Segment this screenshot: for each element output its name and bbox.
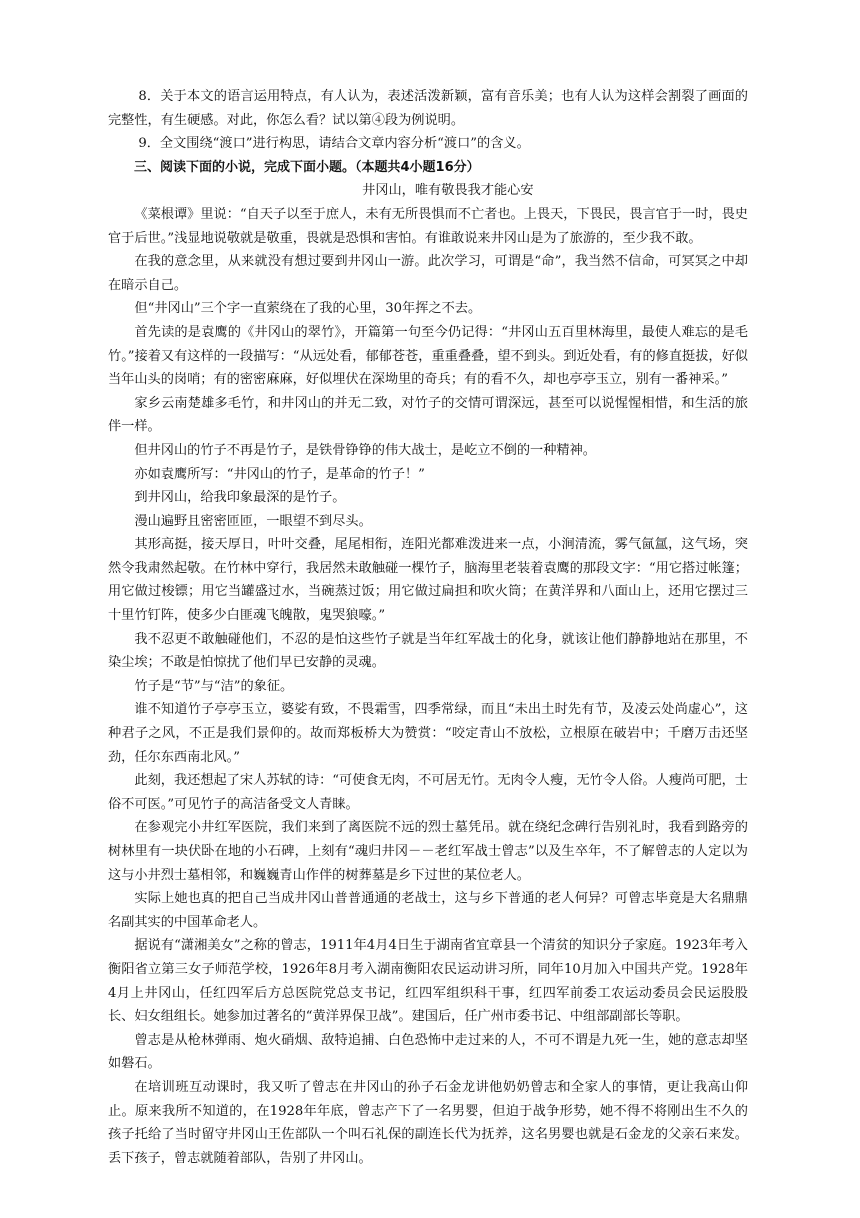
question-8: 8．关于本文的语言运用特点，有人认为，表述活泼新颖，富有音乐美；也有人认为这样会割裂了画面的完整性，有生硬感。对此，你怎么看？试以第④段为例说明。 [108,89,748,128]
article-body [108,203,748,1170]
article-paragraph: 竹子是“节”与“洁”的象征。 [134,678,294,694]
article-title: 井冈山，唯有敬畏我才能心安 [362,183,534,199]
article-paragraph: 但井冈山的竹子不再是竹子，是铁骨铮铮的伟大战士，是屹立不倒的一种精神。 [134,442,596,458]
article-paragraph: 实际上她也真的把自己当成井冈山普普通通的老战士，这与乡下普通的老人何异？可曾志毕竟是大名鼎鼎名副其实的中国革命老人。 [108,891,748,930]
article-paragraph: 我不忍更不敢触碰他们，不忍的是怕这些竹子就是当年红军战士的化身，就该让他们静静地站在那里，不染尘埃；不敢是怕惊扰了他们早已安静的灵魂。 [108,631,748,671]
article-paragraph: 曾志是从枪林弹雨、炮火硝烟、敌特追捕、白色恐怖中走过来的人，不可不谓是九死一生，她的意志却坚如磐石。 [108,1032,748,1072]
question-9: 9．全文围绕“渡口”进行构思，请结合文章内容分析“渡口”的含义。 [138,136,530,152]
article-paragraph: 漫山遍野且密密匝匝，一眼望不到尽头。 [134,513,372,529]
article-paragraph: 首先读的是袁鹰的《井冈山的翠竹》，开篇第一句至今仍记得：“井冈山五百里林海里，最使人难忘的是毛竹。”接着又有这样的一段描写：“从远处看，郁郁苍苍，重重叠叠，望不到头。到近处看，有的修直挺拔，好似当年山头的岗哨；有的密密麻麻，好似埋伏在深坳里的奇兵；有的看不久，却也亭亭玉立，别有一番神采。” [108,324,748,388]
article-paragraph: 此刻，我还想起了宋人苏轼的诗：“可使食无肉，不可居无竹。无肉令人瘦，无竹令人俗。人瘦尚可肥，士俗不可医。”可见竹子的高洁备受文人青睐。 [108,773,748,812]
article-paragraph: 家乡云南楚雄多毛竹，和井冈山的并无二致，对竹子的交情可谓深远，甚至可以说惺惺相惜，和生活的旅伴一样。 [108,395,748,435]
article-paragraph: 其形高挺，接天厚日，叶叶交叠，尾尾相衔，连阳光都难泼进来一点，小涧清流，雾气氤氲，这气场，突然令我肃然起敬。在竹林中穿行，我居然未敢触碰一棵竹子，脑海里老装着袁鹰的那段文字：“用它搭过帐篷；用它做过梭镖；用它当罐盛过水，当碗蒸过饭；用它做过扁担和吹火筒；在黄洋界和八面山上，还用它摆过三十里竹钉阵，使多少白匪魂飞魄散，鬼哭狼嚎。” [108,537,748,624]
article-paragraph: 但“井冈山”三个字一直萦绕在了我的心里，30年挥之不去。 [134,301,482,317]
article-paragraph: 据说有“潇湘美女”之称的曾志，1911年4月4日生于湖南省宜章县一个清贫的知识分子家庭。1923年考入衡阳省立第三女子师范学校，1926年8月考入湖南衡阳农民运动讲习所，同年10月加入中国共产党。1928年4月上井冈山，任红四军后方总医院党总支书记，红四军组织科干事，红四军前委工农运动委员会民运股股长、妇女组组长。她参加过著名的“黄洋界保卫战”。建国后，任广州市委书记、中组部副部长等职。 [108,938,748,1025]
article-paragraph: 亦如袁鹰所写：“井冈山的竹子，是革命的竹子！” [134,466,425,482]
article-paragraph: 在我的意念里，从来就没有想过要到井冈山一游。此次学习，可谓是“命”，我当然不信命，可冥冥之中却在暗示自己。 [108,254,748,293]
article-paragraph: 在参观完小井红军医院，我们来到了离医院不远的烈士墓凭吊。就在绕纪念碑行告别礼时，我看到路旁的树林里有一块伏卧在地的小石碑，上刻有“魂归井冈－－老红军战士曾志”以及生卒年，不了解曾志的人定以为这与小井烈士墓相邻，和巍巍青山作伴的树葬墓是乡下过世的某位老人。 [108,820,748,883]
article-paragraph: 谁不知道竹子亭亭玉立，婆娑有致，不畏霜雪，四季常绿，而且“未出土时先有节，及凌云处尚虚心”，这种君子之风，不正是我们景仰的。故而郑板桥大为赞赏：“咬定青山不放松，立根原在破岩中；千磨万击还坚劲，任尔东西南北风。” [108,702,748,765]
article-paragraph: 在培训班互动课时，我又听了曾志在井冈山的孙子石金龙讲他奶奶曾志和全家人的事情，更让我高山仰止。原来我所不知道的，在1928年年底，曾志产下了一名男婴，但迫于战争形势，她不得不将刚出生不久的孩子托给了当时留守井冈山王佐部队一个叫石礼保的副连长代为抚养，这名男婴也就是石金龙的父亲石来发。丢下孩子，曾志就随着部队，告别了井冈山。 [108,1079,748,1166]
section-heading: 三、阅读下面的小说，完成下面小题。（本题共4小题16分） [134,159,480,175]
article-paragraph: 《菜根谭》里说：“自天子以至于庶人，未有无所畏惧而不亡者也。上畏天，下畏民，畏言官于一时，畏史官于后世。”浅显地说敬就是敬重，畏就是恐惧和害怕。有谁敢说来井冈山是为了旅游的，至少我不敢。 [108,206,748,246]
article-paragraph: 到井冈山，给我印象最深的是竹子。 [134,490,346,506]
